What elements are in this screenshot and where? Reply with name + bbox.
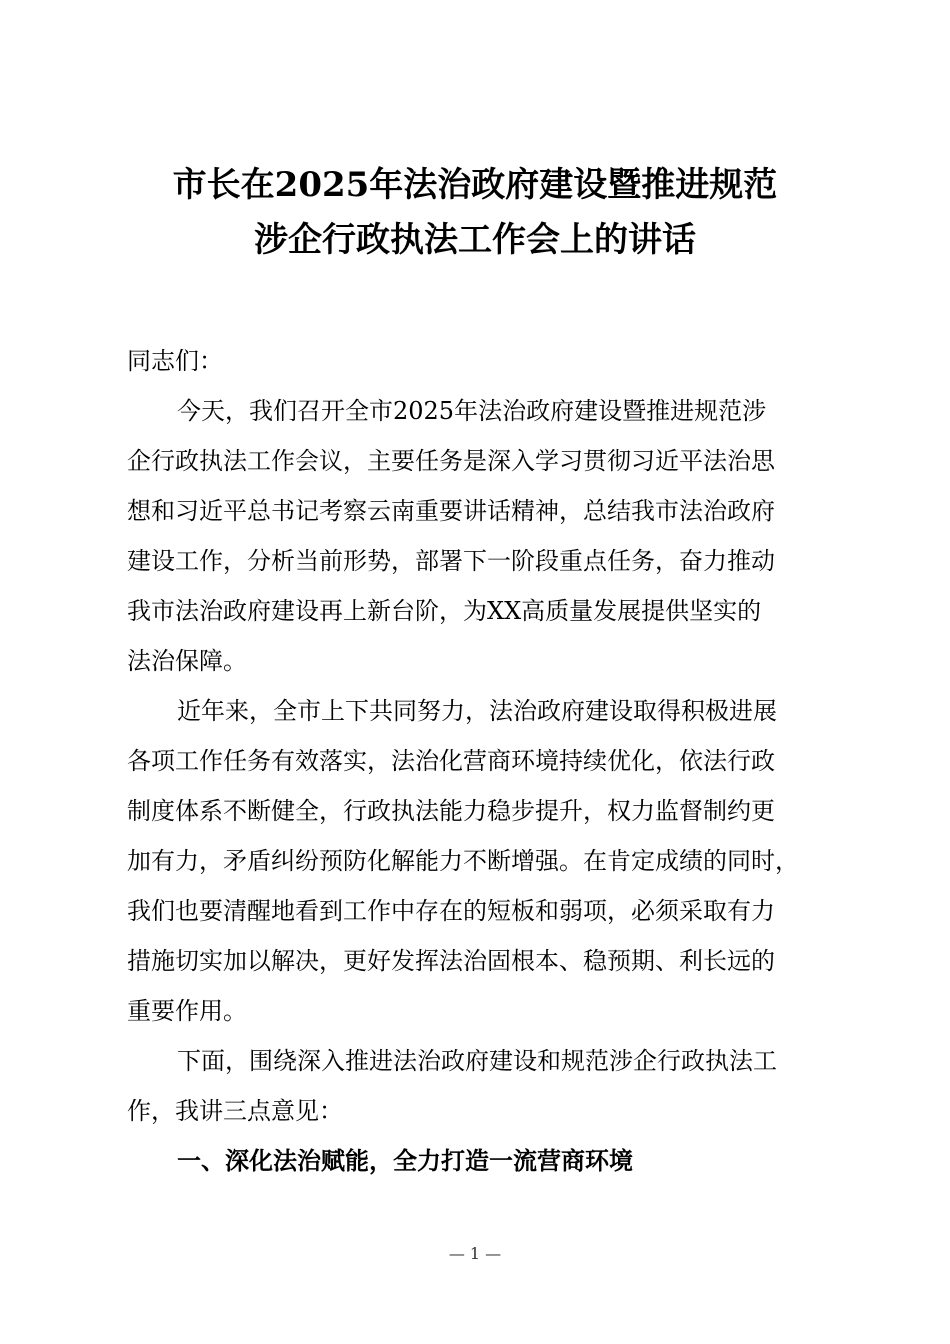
paragraph [127, 1036, 847, 1136]
paragraph [127, 686, 847, 1036]
paragraph-line: 想和习近平总书记考察云南重要讲话精神，总结我市法治政府 [127, 497, 775, 525]
page-number: — 1 — [448, 1244, 502, 1263]
paragraph-line: 企行政执法工作会议，主要任务是深入学习贯彻习近平法治思 [127, 447, 775, 475]
paragraph [127, 386, 847, 686]
section-heading: 一、深化法治赋能，全力打造一流营商环境 [177, 1146, 633, 1175]
paragraph-line: 重要作用。 [127, 997, 247, 1025]
paragraph-line: 我们也要清醒地看到工作中存在的短板和弱项，必须采取有力 [127, 897, 775, 925]
document-body [127, 336, 847, 1186]
title-line: 市长在2025年法治政府建设暨推进规范 [172, 165, 778, 205]
paragraph-line: 制度体系不断健全，行政执法能力稳步提升，权力监督制约更 [127, 797, 775, 825]
paragraph-line: 各项工作任务有效落实，法治化营商环境持续优化，依法行政 [127, 747, 775, 775]
paragraph-line: 法治保障。 [127, 647, 247, 675]
paragraph-line: 作，我讲三点意见： [127, 1097, 343, 1125]
greeting: 同志们： [127, 347, 223, 375]
paragraph-line: 今天，我们召开全市2025年法治政府建设暨推进规范涉 [177, 397, 767, 425]
paragraph-line: 近年来，全市上下共同努力，法治政府建设取得积极进展 [177, 697, 777, 725]
title-line: 涉企行政执法工作会上的讲话 [254, 220, 696, 260]
paragraph-line: 我市法治政府建设再上新台阶，为XX高质量发展提供坚实的 [127, 597, 762, 625]
paragraph-line: 建设工作，分析当前形势，部署下一阶段重点任务，奋力推动 [127, 547, 775, 575]
paragraph-line: 下面，围绕深入推进法治政府建设和规范涉企行政执法工 [177, 1047, 777, 1075]
document-title [0, 158, 950, 268]
paragraph-line: 加有力，矛盾纠纷预防化解能力不断增强。在肯定成绩的同时， [127, 847, 799, 875]
paragraph-line: 措施切实加以解决，更好发挥法治固根本、稳预期、利长远的 [127, 947, 775, 975]
